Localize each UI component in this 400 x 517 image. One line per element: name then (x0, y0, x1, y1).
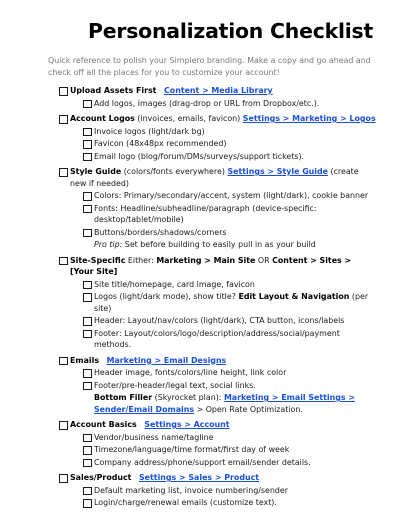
item-text: Email logo (blog/forum/DMs/surveys/support tickets). (94, 151, 305, 161)
style-guide-link[interactable]: Settings > Style Guide (227, 167, 328, 176)
list-item (48, 279, 376, 291)
either-text: Either: (125, 255, 157, 265)
pro-tip-label: Pro tip: (94, 240, 123, 249)
checkbox[interactable] (83, 330, 92, 339)
item-text: Footer/pre-header/legal text, social links. (94, 380, 256, 390)
pro-tip (48, 239, 376, 251)
section-desc: (invoices, emails, favicon) (134, 114, 243, 123)
edit-layout-navigation: Edit Layout & Navigation (238, 292, 350, 301)
item-text: Logos (light/dark mode), show title? (94, 292, 239, 301)
checklist (48, 85, 376, 509)
checkbox[interactable] (83, 153, 92, 162)
section-heading: Account Logos (70, 114, 135, 123)
sales-product-link[interactable]: Settings > Sales > Product (139, 473, 260, 482)
section-heading: Sales/Product (70, 473, 132, 482)
checkbox[interactable] (83, 128, 92, 137)
bottom-filler-plan: (Skyrocket plan): (152, 393, 224, 402)
checkbox[interactable] (59, 257, 68, 266)
item-text: Site title/homepage, card image, favicon (94, 279, 255, 289)
path-content-sites: Content > Sites > [Your Site] (70, 255, 352, 276)
bottom-filler-note (48, 392, 376, 415)
checkbox[interactable] (83, 140, 92, 149)
list-item (48, 291, 376, 314)
pro-tip-text: Set before building to easily pull in as your build (122, 240, 316, 249)
logos-settings-link[interactable]: Settings > Marketing > Logos (242, 114, 376, 123)
checkbox[interactable] (83, 205, 92, 214)
checkbox[interactable] (83, 487, 92, 496)
checkbox[interactable] (83, 434, 92, 443)
item-text: Default marketing list, invoice numbering/sender (94, 485, 288, 495)
or-text: OR (255, 255, 273, 265)
section-desc: (colors/fonts everywhere) (121, 167, 228, 176)
item-text: Colors: Primary/secondary/accent, system (light/dark), cookie banner (94, 191, 369, 200)
intro-text: Quick reference to polish your Simplero branding. Make a copy and go ahead and check off all the places for you to customize your account! (48, 56, 371, 77)
section-sales-product (48, 472, 376, 484)
checkbox[interactable] (83, 369, 92, 378)
item-text: Login/charge/renewal emails (customize text). (94, 498, 277, 507)
checkbox[interactable] (83, 446, 92, 455)
bottom-filler-label: Bottom Filler (94, 393, 153, 402)
checkbox[interactable] (83, 317, 92, 326)
sender-domains-link[interactable]: Marketing > Email Settings > Sender/Email Domains (94, 393, 355, 414)
checkbox[interactable] (59, 168, 68, 177)
section-account-logos (48, 113, 376, 125)
item-text: Fonts: Headline/subheadline/paragraph (device-specific: desktop/tablet/mobile) (94, 203, 317, 224)
item-text: Timezone/language/time format/first day of week (94, 445, 290, 454)
checkbox[interactable] (83, 281, 92, 290)
section-site-specific (48, 255, 376, 278)
list-item (48, 497, 376, 509)
list-item (48, 380, 376, 392)
page-title: Personalization Checklist (88, 19, 374, 43)
item-text: Footer: Layout/colors/logo/description/address/social/payment methods. (94, 328, 340, 349)
item-text: Add logos, images (drag-drop or URL from Dropbox/etc.). (94, 98, 320, 108)
item-text: Header image, fonts/colors/line height, link color (94, 368, 287, 377)
item-text: Invoice logos (light/dark bg) (94, 126, 205, 136)
section-heading: Emails (70, 355, 100, 365)
bottom-filler-after: > Open Rate Optimization. (194, 404, 303, 414)
checkbox[interactable] (83, 192, 92, 201)
item-text: Vendor/business name/tagline (94, 432, 214, 442)
item-text: Buttons/borders/shadows/corners (94, 227, 227, 237)
list-item (48, 367, 376, 379)
media-library-link[interactable]: Content > Media Library (163, 86, 273, 95)
section-heading: Account Basics (70, 420, 137, 429)
item-text: Company address/phone/support email/sender details. (94, 457, 311, 467)
section-account-basics (48, 419, 376, 431)
checkbox[interactable] (83, 459, 92, 468)
checkbox[interactable] (83, 229, 92, 238)
list-item (48, 98, 376, 110)
list-item (48, 328, 376, 351)
checkbox[interactable] (59, 474, 68, 483)
item-text: Header: Layout/nav/colors (light/dark), CTA button, icons/labels (94, 316, 345, 325)
section-style-guide (48, 166, 376, 189)
checkbox[interactable] (83, 499, 92, 508)
checkbox[interactable] (59, 421, 68, 430)
item-text: Favicon (48x48px recommended) (94, 139, 227, 148)
list-item (48, 457, 376, 469)
checkbox[interactable] (59, 357, 68, 366)
list-item (48, 485, 376, 497)
section-heading: Style Guide (70, 167, 122, 176)
section-heading: Site-Specific (70, 255, 126, 265)
list-item (48, 315, 376, 327)
item-text-after: (per site) (94, 292, 369, 313)
section-desc-after: (create new if needed) (70, 167, 359, 188)
list-item (48, 126, 376, 138)
checkbox[interactable] (59, 115, 68, 124)
list-item (48, 203, 376, 226)
list-item (48, 227, 376, 239)
checkbox[interactable] (83, 293, 92, 302)
account-settings-link[interactable]: Settings > Account (144, 420, 230, 429)
email-designs-link[interactable]: Marketing > Email Designs (106, 355, 227, 365)
list-item (48, 190, 376, 202)
path-main-site: Marketing > Main Site (156, 255, 256, 265)
section-heading: Upload Assets First (70, 86, 157, 95)
list-item (48, 444, 376, 456)
section-emails (48, 355, 376, 367)
list-item (48, 138, 376, 150)
checkbox[interactable] (83, 100, 92, 109)
list-item (48, 151, 376, 163)
section-upload-assets (48, 85, 376, 97)
checkbox[interactable] (59, 87, 68, 96)
list-item (48, 432, 376, 444)
checkbox[interactable] (83, 382, 92, 391)
